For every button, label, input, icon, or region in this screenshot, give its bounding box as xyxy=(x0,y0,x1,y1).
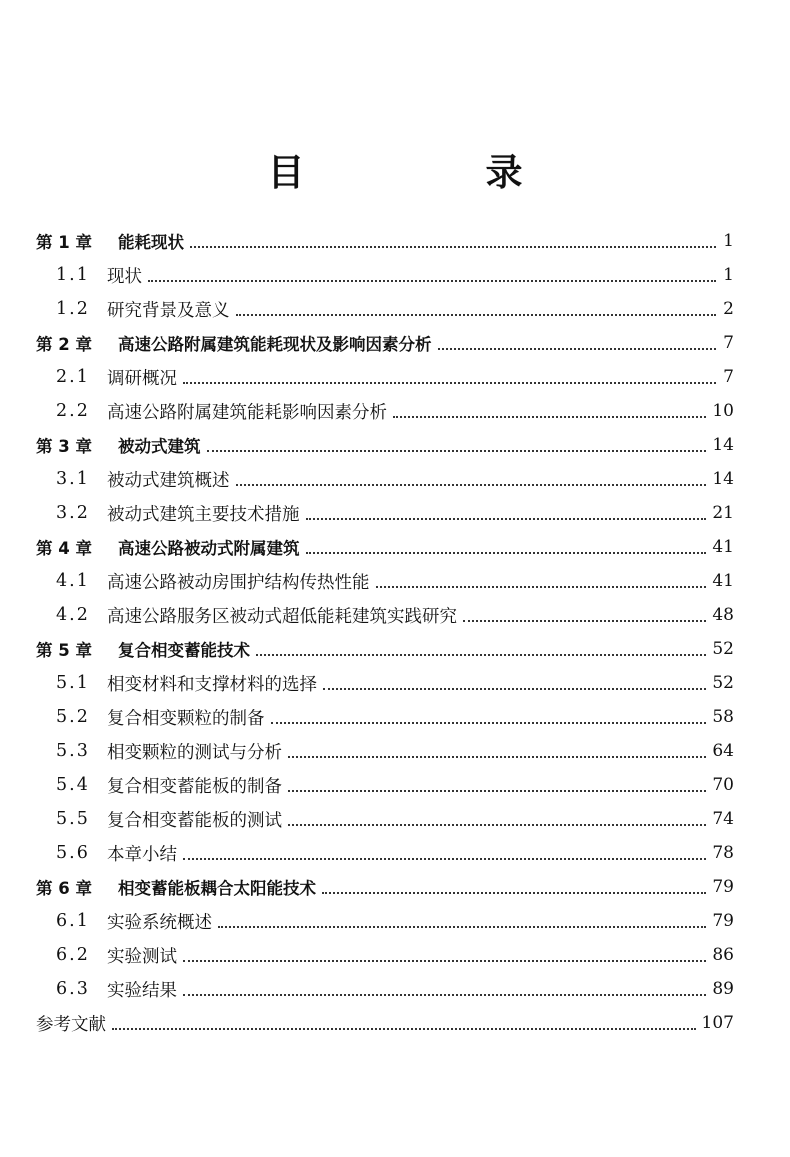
dot-leader xyxy=(190,245,716,248)
toc-section-entry[interactable] xyxy=(36,462,734,496)
dot-leader xyxy=(236,483,707,486)
entry-page-number: 21 xyxy=(712,503,734,523)
entry-page-number: 14 xyxy=(712,435,734,455)
toc-section-entry[interactable] xyxy=(36,700,734,734)
entry-page-number: 10 xyxy=(712,401,734,421)
entry-page-number: 7 xyxy=(723,367,734,387)
toc-section-entry[interactable] xyxy=(36,292,734,326)
entry-page-number: 86 xyxy=(712,945,734,965)
entry-number: 3.2 xyxy=(56,503,90,523)
entry-number: 1.2 xyxy=(56,299,90,319)
toc-section-entry[interactable] xyxy=(36,598,734,632)
entry-number: 4.2 xyxy=(56,605,90,625)
entry-number: 5.4 xyxy=(56,775,90,795)
dot-leader xyxy=(236,313,717,316)
toc-section-entry[interactable] xyxy=(36,496,734,530)
toc-section-entry[interactable] xyxy=(36,802,734,836)
toc-chapter-entry[interactable] xyxy=(36,224,734,258)
entry-page-number: 70 xyxy=(712,775,734,795)
toc-chapter-entry[interactable] xyxy=(36,326,734,360)
toc-chapter-entry[interactable] xyxy=(36,632,734,666)
dot-leader xyxy=(306,551,707,554)
entry-title: 高速公路被动房围护结构传热性能 xyxy=(107,572,370,593)
entry-page-number: 14 xyxy=(712,469,734,489)
entry-page-number: 107 xyxy=(701,1013,734,1033)
table-of-contents xyxy=(36,224,734,1040)
dot-leader xyxy=(322,891,706,894)
toc-section-entry[interactable] xyxy=(36,938,734,972)
entry-title: 复合相变蓄能板的测试 xyxy=(107,810,282,831)
toc-references-entry[interactable] xyxy=(36,1006,734,1040)
dot-leader xyxy=(112,1027,696,1030)
toc-section-entry[interactable] xyxy=(36,904,734,938)
entry-number: 6.3 xyxy=(56,979,90,999)
toc-section-entry[interactable] xyxy=(36,768,734,802)
entry-page-number: 79 xyxy=(712,877,734,897)
entry-title: 本章小结 xyxy=(107,844,177,865)
entry-title: 研究背景及意义 xyxy=(107,300,230,321)
entry-page-number: 41 xyxy=(712,537,734,557)
dot-leader xyxy=(463,619,706,622)
page-title: 目 录 xyxy=(267,151,595,194)
entry-number: 5.5 xyxy=(56,809,90,829)
toc-section-entry[interactable] xyxy=(36,836,734,870)
entry-title: 高速公路服务区被动式超低能耗建筑实践研究 xyxy=(107,606,457,627)
toc-chapter-entry[interactable] xyxy=(36,530,734,564)
entry-page-number: 1 xyxy=(723,231,734,251)
entry-title: 复合相变颗粒的制备 xyxy=(107,708,265,729)
entry-page-number: 58 xyxy=(712,707,734,727)
entry-number: 5.6 xyxy=(56,843,90,863)
entry-title: 高速公路被动式附属建筑 xyxy=(118,539,300,558)
toc-section-entry[interactable] xyxy=(36,258,734,292)
entry-number: 3.1 xyxy=(56,469,90,489)
entry-title: 现状 xyxy=(107,266,142,287)
dot-leader xyxy=(218,925,706,928)
toc-section-entry[interactable] xyxy=(36,734,734,768)
entry-number: 第 2 章 xyxy=(36,335,92,354)
entry-title: 被动式建筑概述 xyxy=(107,470,230,491)
entry-title: 被动式建筑 xyxy=(118,437,201,456)
dot-leader xyxy=(393,415,706,418)
toc-chapter-entry[interactable] xyxy=(36,428,734,462)
entry-page-number: 64 xyxy=(712,741,734,761)
entry-number: 第 1 章 xyxy=(36,233,92,252)
toc-section-entry[interactable] xyxy=(36,360,734,394)
entry-title: 实验系统概述 xyxy=(107,912,212,933)
entry-title: 参考文献 xyxy=(36,1014,106,1035)
entry-number: 6.1 xyxy=(56,911,90,931)
entry-title: 相变蓄能板耦合太阳能技术 xyxy=(118,879,316,898)
entry-page-number: 52 xyxy=(712,639,734,659)
entry-page-number: 78 xyxy=(712,843,734,863)
entry-page-number: 79 xyxy=(712,911,734,931)
entry-title: 调研概况 xyxy=(107,368,177,389)
dot-leader xyxy=(256,653,706,656)
dot-leader xyxy=(323,687,706,690)
entry-number: 2.1 xyxy=(56,367,90,387)
entry-title: 能耗现状 xyxy=(118,233,184,252)
dot-leader xyxy=(271,721,707,724)
entry-number: 2.2 xyxy=(56,401,90,421)
entry-page-number: 48 xyxy=(712,605,734,625)
toc-section-entry[interactable] xyxy=(36,564,734,598)
dot-leader xyxy=(183,959,706,962)
entry-number: 6.2 xyxy=(56,945,90,965)
entry-page-number: 52 xyxy=(712,673,734,693)
dot-leader xyxy=(376,585,707,588)
entry-page-number: 41 xyxy=(712,571,734,591)
entry-page-number: 74 xyxy=(712,809,734,829)
entry-title: 高速公路附属建筑能耗影响因素分析 xyxy=(107,402,387,423)
toc-section-entry[interactable] xyxy=(36,666,734,700)
entry-number: 第 5 章 xyxy=(36,641,92,660)
entry-number: 5.3 xyxy=(56,741,90,761)
dot-leader xyxy=(183,857,706,860)
entry-number: 4.1 xyxy=(56,571,90,591)
dot-leader xyxy=(438,347,717,350)
dot-leader xyxy=(183,993,706,996)
entry-title: 实验结果 xyxy=(107,980,177,1001)
toc-section-entry[interactable] xyxy=(36,972,734,1006)
toc-chapter-entry[interactable] xyxy=(36,870,734,904)
dot-leader xyxy=(288,755,706,758)
entry-page-number: 7 xyxy=(723,333,734,353)
entry-number: 5.2 xyxy=(56,707,90,727)
entry-page-number: 1 xyxy=(723,265,734,285)
entry-title: 相变材料和支撑材料的选择 xyxy=(107,674,317,695)
dot-leader xyxy=(183,381,716,384)
dot-leader xyxy=(288,823,706,826)
entry-title: 相变颗粒的测试与分析 xyxy=(107,742,282,763)
entry-title: 实验测试 xyxy=(107,946,177,967)
entry-title: 被动式建筑主要技术措施 xyxy=(107,504,300,525)
entry-number: 1.1 xyxy=(56,265,90,285)
dot-leader xyxy=(306,517,707,520)
entry-title: 复合相变蓄能技术 xyxy=(118,641,250,660)
entry-number: 第 6 章 xyxy=(36,879,92,898)
entry-title: 高速公路附属建筑能耗现状及影响因素分析 xyxy=(118,335,432,354)
toc-section-entry[interactable] xyxy=(36,394,734,428)
dot-leader xyxy=(148,279,716,282)
entry-page-number: 89 xyxy=(712,979,734,999)
dot-leader xyxy=(207,449,707,452)
entry-number: 第 4 章 xyxy=(36,539,92,558)
entry-number: 5.1 xyxy=(56,673,90,693)
entry-page-number: 2 xyxy=(723,299,734,319)
entry-number: 第 3 章 xyxy=(36,437,92,456)
entry-title: 复合相变蓄能板的制备 xyxy=(107,776,282,797)
dot-leader xyxy=(288,789,706,792)
